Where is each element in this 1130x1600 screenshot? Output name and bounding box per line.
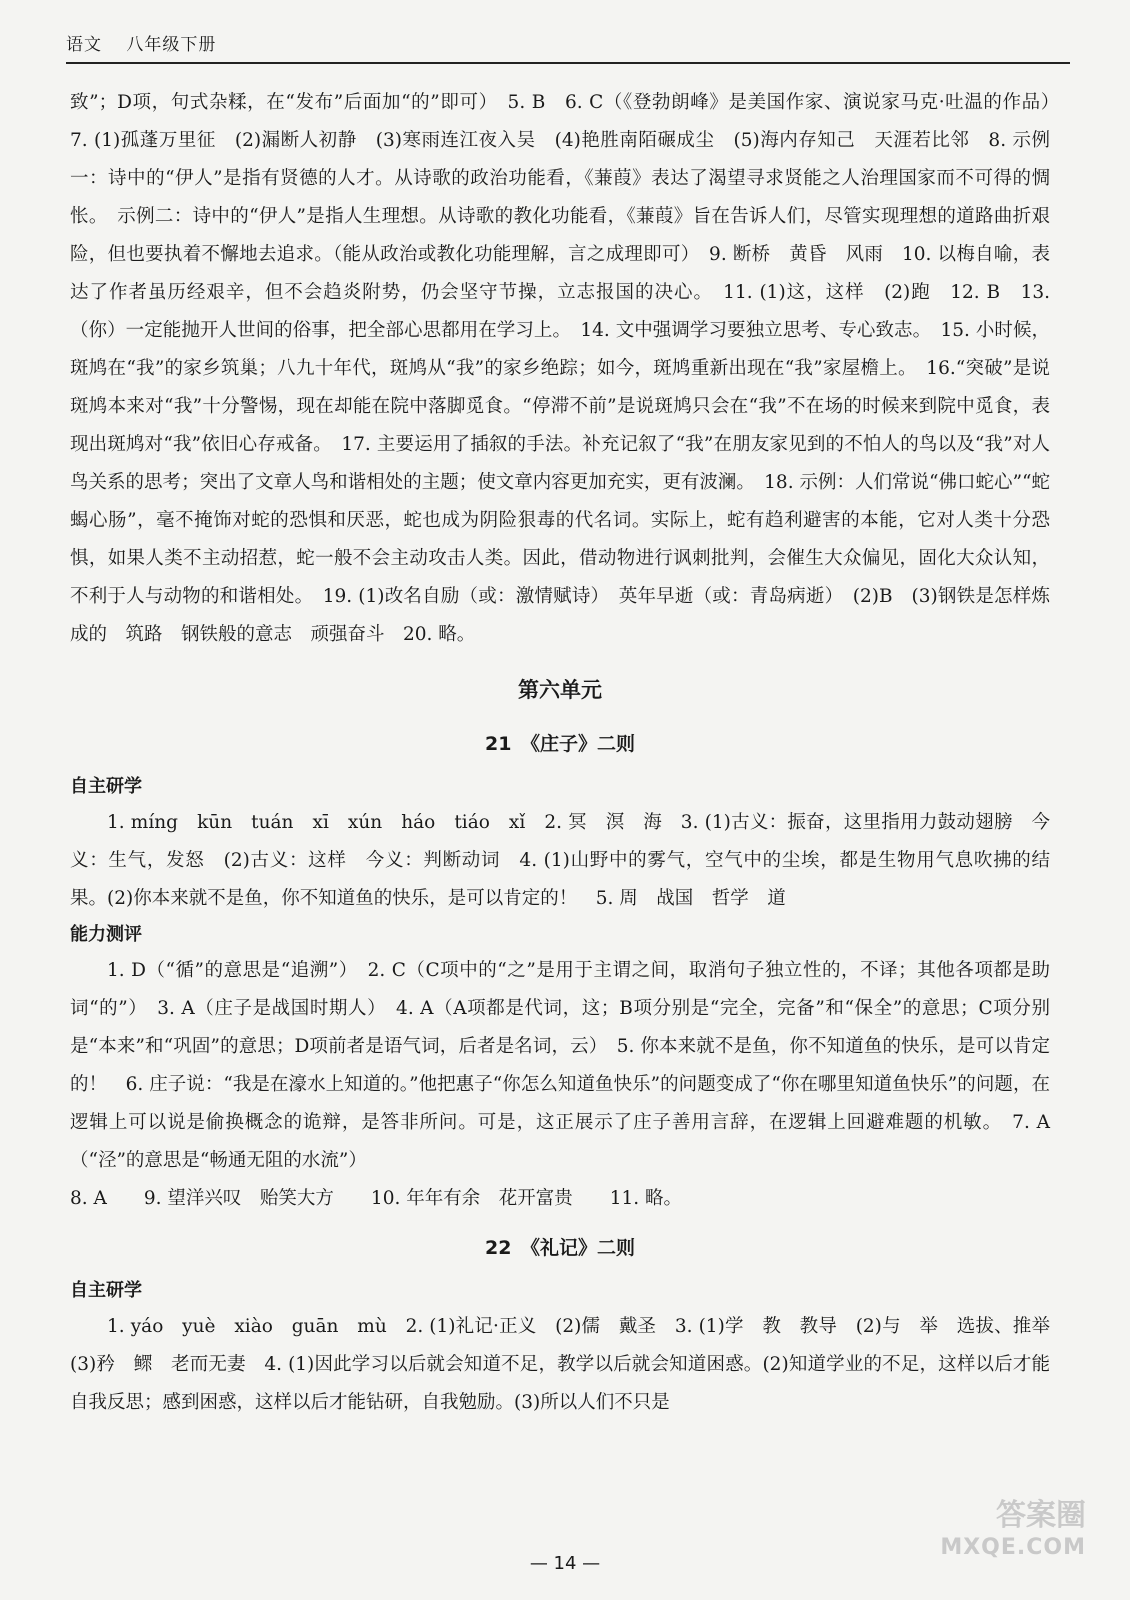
unit-title: 第六单元 — [518, 678, 602, 702]
lesson-21-zizhu-title: 自主研学 — [70, 776, 142, 797]
lesson-22-zizhu-title: 自主研学 — [70, 1280, 142, 1301]
header-rule — [66, 62, 1070, 64]
header-grade: 八年级下册 — [126, 35, 217, 55]
lesson-22-title: 22 《礼记》二则 — [485, 1237, 635, 1259]
lesson-21-title: 21 《庄子》二则 — [485, 733, 635, 755]
lesson-21-nengli-last: 8. A 9. 望洋兴叹 贻笑大方 10. 年年有余 花开富贵 11. 略。 — [70, 1188, 683, 1209]
watermark-line1: 答案圈 — [996, 1498, 1086, 1533]
watermark-line2: MXQE.COM — [940, 1535, 1086, 1560]
lesson-22-zizhu-text: 1. yáo yuè xiào guān mù 2. (1)礼记·正义 (2)儒 戴圣 3. (1)学 教 教导 (2)与 举 选拔、推举 (3)矜 鳏 老而无妻 4. (1)因此学习以后就会知道不足，教学以后就会知道困惑。(2)知道学业的不足，这样以后才能自我反思；感到困惑，这样以后才能钻研，自我勉励。(3)所以人们不只是 — [70, 1316, 1069, 1413]
lesson-21-zizhu-text: 1. míng kūn tuán xī xún háo tiáo xǐ 2. 冥 溟 海 3. (1)古义：振奋，这里指用力鼓动翅膀 今义：生气，发怒 (2)古义：这样 今义：判断动词 4. (1)山野中的雾气，空气中的尘埃，都是生物用气息吹拂的结果。(2)你本来就不是鱼，你不知道鱼的快乐，是可以肯定的！ 5. 周 战国 哲学 道 — [70, 812, 1050, 909]
header-subject: 语文 — [66, 35, 102, 55]
page-content — [70, 84, 1069, 1422]
lesson-21-nengli-title: 能力测评 — [70, 924, 142, 945]
watermark-logo — [940, 1500, 1086, 1564]
page-header — [66, 30, 234, 55]
answer-block-top: 致”；D项，句式杂糅，在“发布”后面加“的”即可） 5. B 6. C（《登勃朗峰》是美国作家、演说家马克·吐温的作品） 7. (1)孤蓬万里征 (2)漏断人初静 (3)寒雨连江夜入吴 (4)艳胜南陌碾成尘 (5)海内存知己 天涯若比邻 8. 示例一：诗中的“伊人”是指有贤德的人才。从诗歌的政治功能看，《蒹葭》表达了渴望寻求贤能之人治理国家而不可得的惆怅。 示例二：诗中的“伊人”是指人生理想。从诗歌的教化功能看，《蒹葭》旨在告诉人们，尽管实现理想的道路曲折艰险，但也要执着不懈地去追求。（能从政治或教化功能理解，言之成理即可） 9. 断桥 黄昏 风雨 10. 以梅自喻，表达了作者虽历经艰辛，但不会趋炎附势，仍会坚守节操，立志报国的决心。 11. (1)这，这样 (2)跑 12. B 13.（你）一定能抛开人世间的俗事，把全部心思都用在学习上。 14. 文中强调学习要独立思考、专心致志。 15. 小时候，斑鸠在“我”的家乡筑巢；八九十年代，斑鸠从“我”的家乡绝踪；如今，斑鸠重新出现在“我”家屋檐上。 16.“突破”是说斑鸠本来对“我”十分警惕，现在却能在院中落脚觅食。“停滞不前”是说斑鸠只会在“我”不在场的时候来到院中觅食，表现出斑鸠对“我”依旧心存戒备。 17. 主要运用了插叙的手法。补充记叙了“我”在朋友家见到的不怕人的鸟以及“我”对人鸟关系的思考；突出了文章人鸟和谐相处的主题；使文章内容更加充实，更有波澜。 18. 示例：人们常说“佛口蛇心”“蛇蝎心肠”，毫不掩饰对蛇的恐惧和厌恶，蛇也成为阴险狠毒的代名词。实际上，蛇有趋利避害的本能，它对人类十分恐惧，如果人类不主动招惹，蛇一般不会主动攻击人类。因此，借动物进行讽刺批判，会催生大众偏见，固化大众认知，不利于人与动物的和谐相处。 19. (1)改名自励（或：激情赋诗） 英年早逝（或：青岛病逝） (2)B (3)钢铁是怎样炼成的 筑路 钢铁般的意志 顽强奋斗 20. 略。 — [70, 92, 1069, 645]
lesson-21-nengli-text: 1. D（“循”的意思是“追溯”） 2. C（C项中的“之”是用于主谓之间，取消句子独立性的，不译；其他各项都是助词“的”） 3. A（庄子是战国时期人） 4. A（A项都是代词，这；B项分别是“完全，完备”和“保全”的意思；C项分别是“本来”和“巩固”的意思；D项前者是语气词，后者是名词，云） 5. 你本来就不是鱼，你不知道鱼的快乐，是可以肯定的！ 6. 庄子说：“我是在濠水上知道的。”他把惠子“你怎么知道鱼快乐”的问题变成了“你在哪里知道鱼快乐”的问题，在逻辑上可以说是偷换概念的诡辩，是答非所问。可是，这正展示了庄子善用言辞，在逻辑上回避难题的机敏。 7. A（“泾”的意思是“畅通无阻的水流”） — [70, 960, 1050, 1171]
page-number: — 14 — — [529, 1553, 601, 1574]
